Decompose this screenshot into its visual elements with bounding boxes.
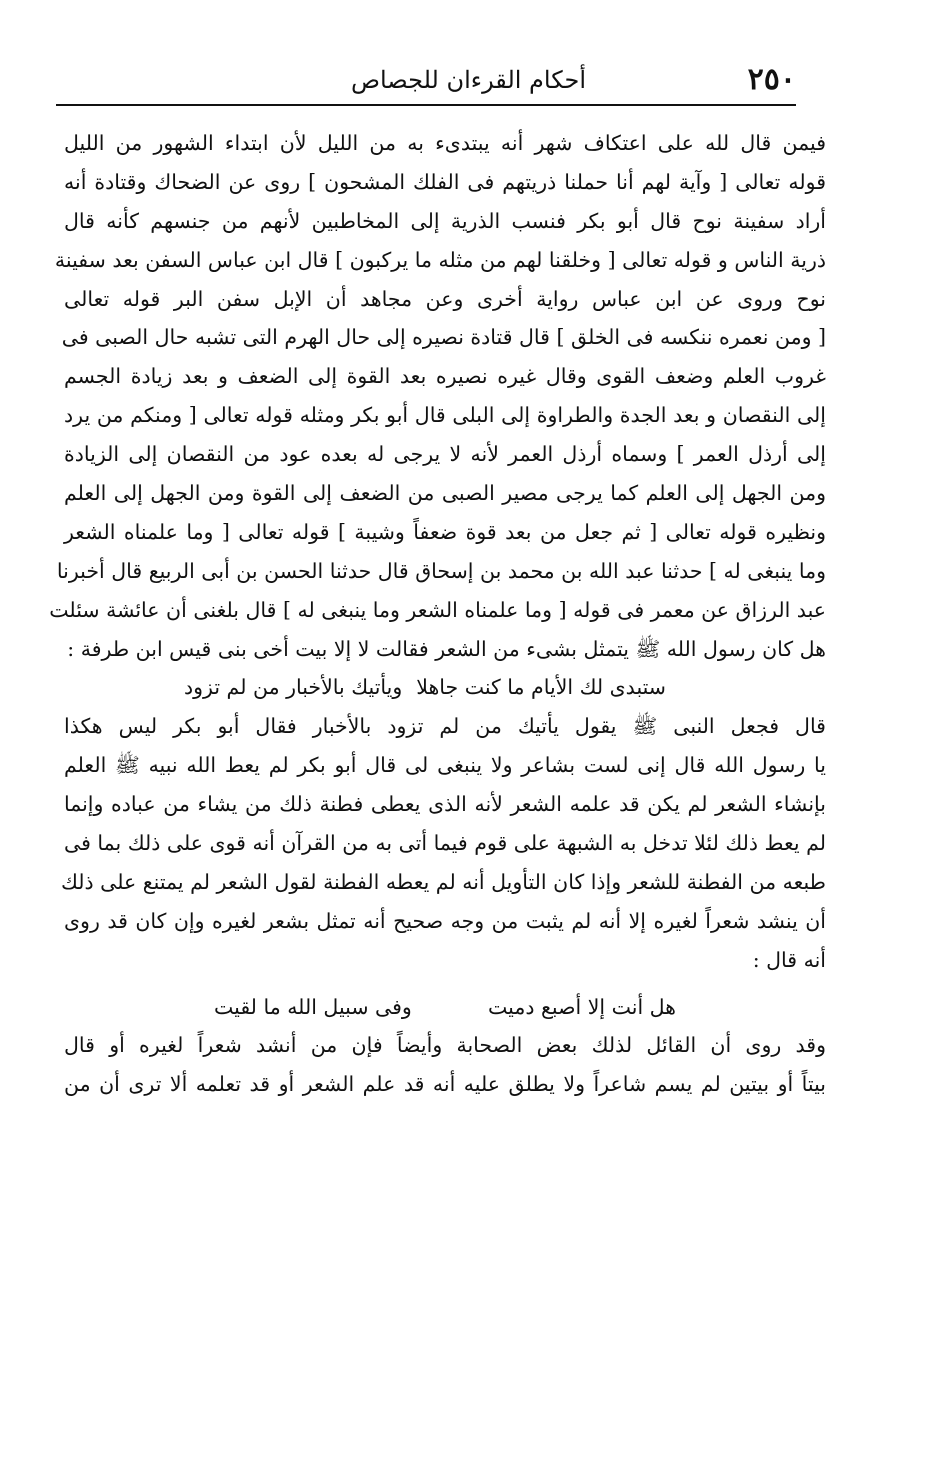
body-text [49,124,826,1104]
header-rule [56,104,796,106]
verse-first-hemistich: هل أنت إلا أصبع دميت [488,994,676,1019]
text-line: يا رسول الله قال إنى لست بشاعر ولا ينبغى لى قال أبو بكر لم يعط الله نبيه ﷺ العلم [64,753,826,778]
page-header [56,62,796,102]
text-line: قوله تعالى [ وآية لهم أنا حملنا ذريتهم فى الفلك المشحون ] روى عن الضحاك وقتادة أنه [64,169,826,194]
text-line: غروب العلم وضعف القوى وقال غيره نصيره بعد القوة إلى الضعف و بعد زيادة الجسم [64,364,826,389]
verse-second-hemistich: وفى سبيل الله ما لقيت [214,994,412,1019]
text-line: قال فجعل النبى ﷺ يقول يأتيك من لم تزود بالأخبار فقال أبو بكر ليس هكذا [64,714,826,739]
text-line: طبعه من الفطنة للشعر وإذا كان التأويل أنه لم يعطه الفطنة لقول الشعر لم يمتنع على ذلك [60,869,826,894]
text-line: إلى أرذل العمر ] وسماه أرذل العمر لأنه لا يرجى له بعده عود من النقصان إلى الزيادة [64,442,826,467]
text-line: لم يعط ذلك لئلا تدخل به الشبهة على قوم فيما أتى به من القرآن أنه قوى على ذلك بما فى [64,831,826,856]
verse-first-hemistich: ستبدى لك الأيام ما كنت جاهلا [416,675,666,700]
verse-second-hemistich: ويأتيك بالأخبار من لم تزود [184,675,403,700]
verse-spacing [64,980,826,988]
text-line: فيمن قال لله على اعتكاف شهر أنه يبتدىء به من الليل لأن ابتداء الشهور من الليل [64,131,826,155]
text-line: ونظيره قوله تعالى [ ثم جعل من بعد قوة ضعفاً وشيبة ] قوله تعالى [ وما علمناه الشعر [64,519,826,544]
text-line: [ ومن نعمره ننكسه فى الخلق ] قال قتادة نصيره إلى حال الهرم التى تشبه حال الصبى فى [61,325,826,350]
text-line: أراد سفينة نوح قال أبو بكر فنسب الذرية إلى المخاطبين لأنهم من جنسهم كأنه قال [64,208,826,233]
text-line: هل كان رسول الله ﷺ يتمثل بشىء من الشعر فقالت لا إلا بيت أخى بنى قيس ابن طرفة : [67,636,826,661]
text-line: أنه قال : [752,947,826,972]
text-line: بيتاً أو بيتين لم يسم شاعراً ولا يطلق عليه أنه قد علم الشعر أو قد تعلمه ألا ترى أن من [64,1072,826,1097]
text-line: وما ينبغى له ] حدثنا عبد الله بن محمد بن إسحاق قال حدثنا الحسن بن أبى الربيع قال أخبرنا [56,558,826,583]
page-number: ٢٥٠ [747,62,796,97]
poetry-verse [64,988,826,1027]
text-line: إلى النقصان و بعد الجدة والطراوة إلى البلى قال أبو بكر ومثله قوله تعالى [ ومنكم من يرد [64,403,826,428]
text-line: أن ينشد شعراً لغيره إلا أنه لم يثبت من وجه صحيح أنه تمثل بشعر لغيره وإن كان قد روى [64,908,826,933]
text-line: بإنشاء الشعر لم يكن قد علمه الشعر لأنه الذى يعطى فطنة ذلك من يشاء من عباده وإنما [64,792,826,817]
text-line: ومن الجهل إلى العلم كما يرجى مصير الصبى من الضعف إلى القوة ومن الجهل إلى العلم [64,481,826,506]
poetry-verse [64,668,826,707]
text-line: عبد الرزاق عن معمر فى قوله [ وما علمناه الشعر وما ينبغى له ] قال بلغنى أن عائشة سئلت [49,597,826,622]
text-line: نوح وروى عن ابن عباس رواية أخرى وعن مجاهد أن الإبل سفن البر قوله تعالى [64,286,826,311]
running-title: أحكام القرءان للجصاص [350,66,586,94]
text-line: ذرية الناس و قوله تعالى [ وخلقنا لهم من مثله ما يركبون ] قال ابن عباس السفن بعد سفينة [54,247,826,272]
text-line: وقد روى أن القائل لذلك بعض الصحابة وأيضاً فإن من أنشد شعراً لغيره أو قال [64,1033,826,1058]
